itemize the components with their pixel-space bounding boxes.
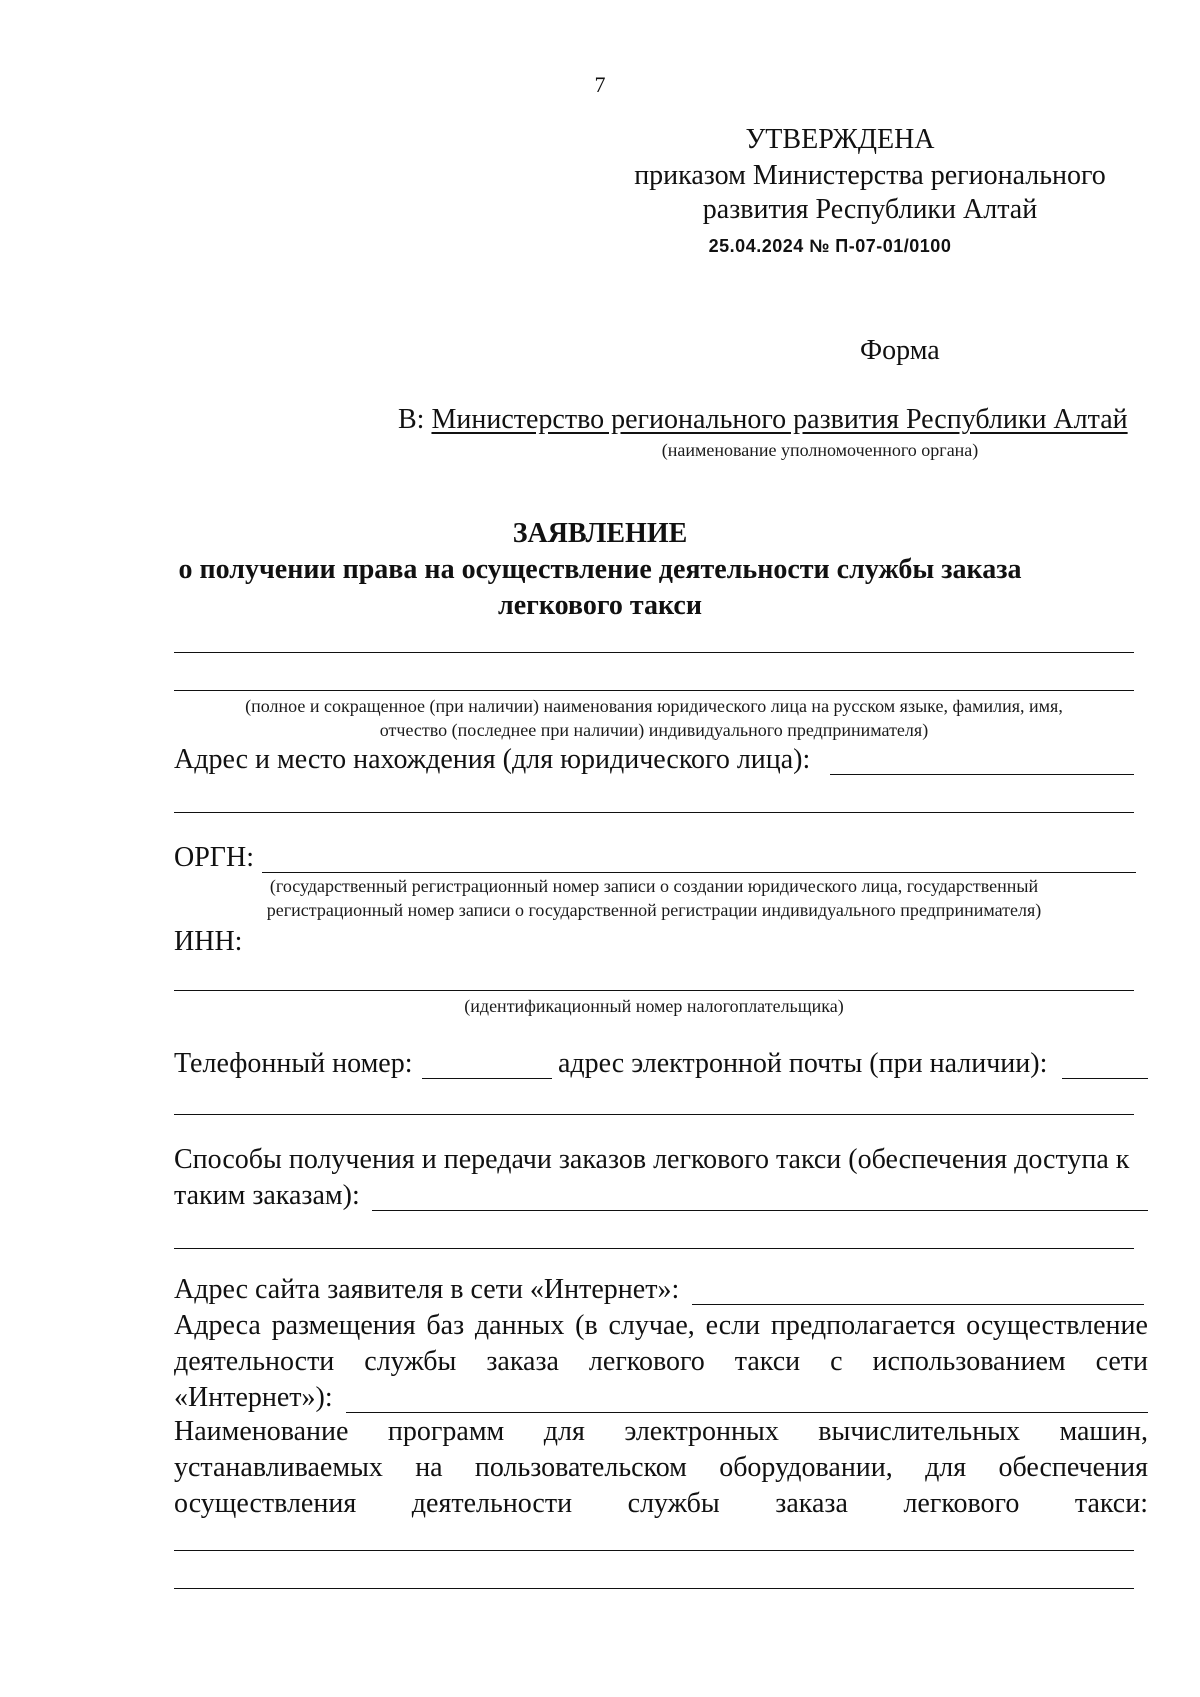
address-field-inline[interactable] [830, 774, 1134, 775]
phone-field[interactable] [422, 1078, 552, 1079]
website-label: Адрес сайта заявителя в сети «Интернет»: [174, 1274, 680, 1305]
addressee-prefix: В: [398, 404, 425, 435]
address-field-line[interactable] [174, 812, 1134, 813]
address-label: Адрес и место нахождения (для юридического лица): [174, 744, 811, 775]
addressee-line [398, 404, 1128, 436]
ogrn-hint-line-2: регистрационный номер записи о государственной регистрации индивидуального предпринимателя) [266, 900, 1042, 920]
phone-label: Телефонный номер: [174, 1048, 413, 1079]
software-label-line-1: Наименование программ для электронных вычислительных машин, [174, 1416, 1148, 1447]
email-field-line[interactable] [174, 1114, 1134, 1115]
ogrn-hint-line-1: (государственный регистрационный номер записи о создании юридического лица, государственный [269, 876, 1039, 896]
document-subtitle-line-1: о получении права на осуществление деятельности службы заказа [178, 554, 1022, 585]
software-label-line-3: осуществления деятельности службы заказа легкового такси: [174, 1488, 1148, 1519]
applicant-name-hint-line-2: отчество (последнее при наличии) индивидуального предпринимателя) [379, 720, 929, 740]
ogrn-field[interactable] [262, 872, 1136, 873]
databases-label-line-3: «Интернет»): [174, 1382, 333, 1413]
applicant-name-field-line-1[interactable] [174, 652, 1134, 653]
applicant-name-field-line-2[interactable] [174, 690, 1134, 691]
applicant-name-hint-line-1: (полное и сокращенное (при наличии) наименования юридического лица на русском языке, фамилия, имя, [245, 696, 1063, 716]
ogrn-label: ОРГН: [174, 842, 254, 873]
databases-label-line-2: деятельности службы заказа легкового такси с использованием сети [174, 1346, 1148, 1377]
inn-label: ИНН: [174, 926, 243, 957]
email-label: адрес электронной почты (при наличии): [558, 1048, 1048, 1079]
approval-line-1: приказом Министерства регионального [634, 160, 1106, 191]
inn-hint: (идентификационный номер налогоплательщика) [464, 996, 844, 1016]
methods-label-line-2: таким заказам): [174, 1180, 360, 1211]
form-label: Форма [860, 335, 940, 366]
databases-field[interactable] [346, 1412, 1148, 1413]
page-number: 7 [594, 72, 606, 97]
methods-field-inline[interactable] [372, 1210, 1148, 1211]
addressee-hint: (наименование уполномоченного органа) [661, 440, 979, 460]
approval-date-number: 25.04.2024 № П-07-01/0100 [708, 236, 952, 256]
software-label-line-2: устанавливаемых на пользовательском оборудовании, для обеспечения [174, 1452, 1148, 1483]
approval-title: УТВЕРЖДЕНА [745, 124, 935, 155]
approval-line-2: развития Республики Алтай [702, 194, 1038, 225]
document-subtitle-line-2: легкового такси [498, 590, 702, 621]
website-field[interactable] [692, 1304, 1144, 1305]
email-field-inline[interactable] [1062, 1078, 1148, 1079]
software-field-line-1[interactable] [174, 1550, 1134, 1551]
inn-field[interactable] [174, 990, 1134, 991]
addressee-name: Министерство регионального развития Республики Алтай [431, 404, 1128, 435]
methods-label-line-1: Способы получения и передачи заказов легкового такси (обеспечения доступа к [174, 1144, 1130, 1175]
document-title: ЗАЯВЛЕНИЕ [512, 518, 688, 549]
databases-label-line-1: Адреса размещения баз данных (в случае, если предполагается осуществление [174, 1310, 1148, 1341]
software-field-line-2[interactable] [174, 1588, 1134, 1589]
methods-field-line[interactable] [174, 1248, 1134, 1249]
